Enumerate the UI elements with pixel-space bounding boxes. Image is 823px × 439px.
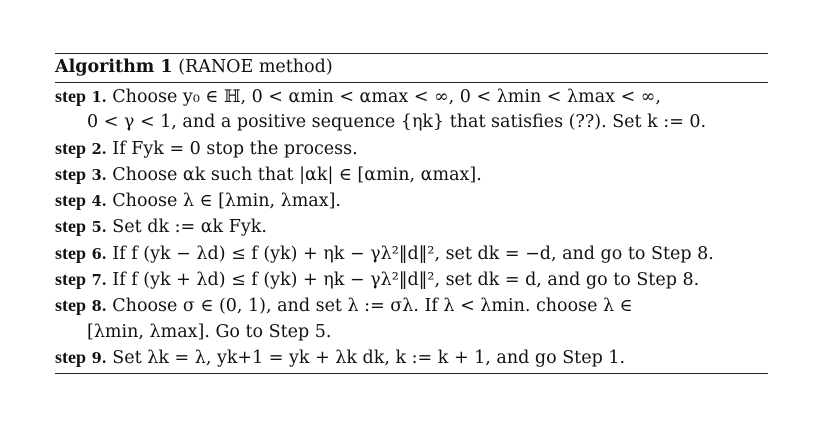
step-text-continued: 0 < γ < 1, and a positive sequence {ηk} that satisfies (??). Set k := 0. [87,112,707,133]
step-1 [55,84,768,136]
step-word: step [55,295,86,316]
step-word: step [55,346,86,367]
step-text-continued: [λmin, λmax]. Go to Step 5. [87,321,332,342]
step-word: step [55,86,86,106]
step-text: If f (yk + λd) ≤ f (yk) + ηk − γλ²‖d‖², set dk = d, and go to Step 8. [112,270,700,291]
step-text: If Fyk = 0 stop the process. [112,138,358,159]
step-number: 4. [91,193,107,211]
step-word: step [55,137,86,158]
step-8 [55,293,768,345]
step-text: Choose αk such that |αk| ∈ [αmin, αmax]. [112,164,482,185]
step-number: 6. [91,245,107,263]
algorithm-steps [55,83,768,373]
step-7 [55,267,768,293]
step-text: Set dk := αk Fyk. [112,217,267,238]
step-text: Choose y₀ ∈ ℍ, 0 < αmin < αmax < ∞, 0 < λmin < λmax < ∞, [112,87,661,107]
step-6 [55,241,768,267]
step-5 [55,214,768,240]
step-word: step [55,216,86,237]
bottom-rule [55,373,768,374]
step-4 [55,188,768,214]
algorithm-label: Algorithm 1 [55,57,173,77]
step-text: Choose σ ∈ (0, 1), and set λ := σλ. If λ < λmin. choose λ ∈ [112,296,633,317]
step-text: Set λk = λ, yk+1 = yk + λk dk, k := k + 1, and go Step 1. [112,347,626,368]
algorithm-header [55,54,768,82]
step-number: 8. [91,298,107,316]
step-2 [55,136,768,162]
step-3 [55,162,768,188]
step-text: Choose λ ∈ [λmin, λmax]. [112,191,341,212]
step-number: 7. [91,272,107,290]
step-number: 5. [91,219,107,237]
step-number: 9. [91,349,107,367]
step-word: step [55,163,86,184]
step-number: 2. [91,140,107,158]
step-text: If f (yk − λd) ≤ f (yk) + ηk − γλ²‖d‖², set dk = −d, and go to Step 8. [112,243,714,264]
step-number: 1. [91,89,107,106]
step-9 [55,345,768,371]
algorithm-block [55,53,768,374]
step-number: 3. [91,166,107,184]
step-word: step [55,269,86,290]
step-word: step [55,242,86,263]
algorithm-title: (RANOE method) [178,57,333,77]
step-word: step [55,190,86,211]
